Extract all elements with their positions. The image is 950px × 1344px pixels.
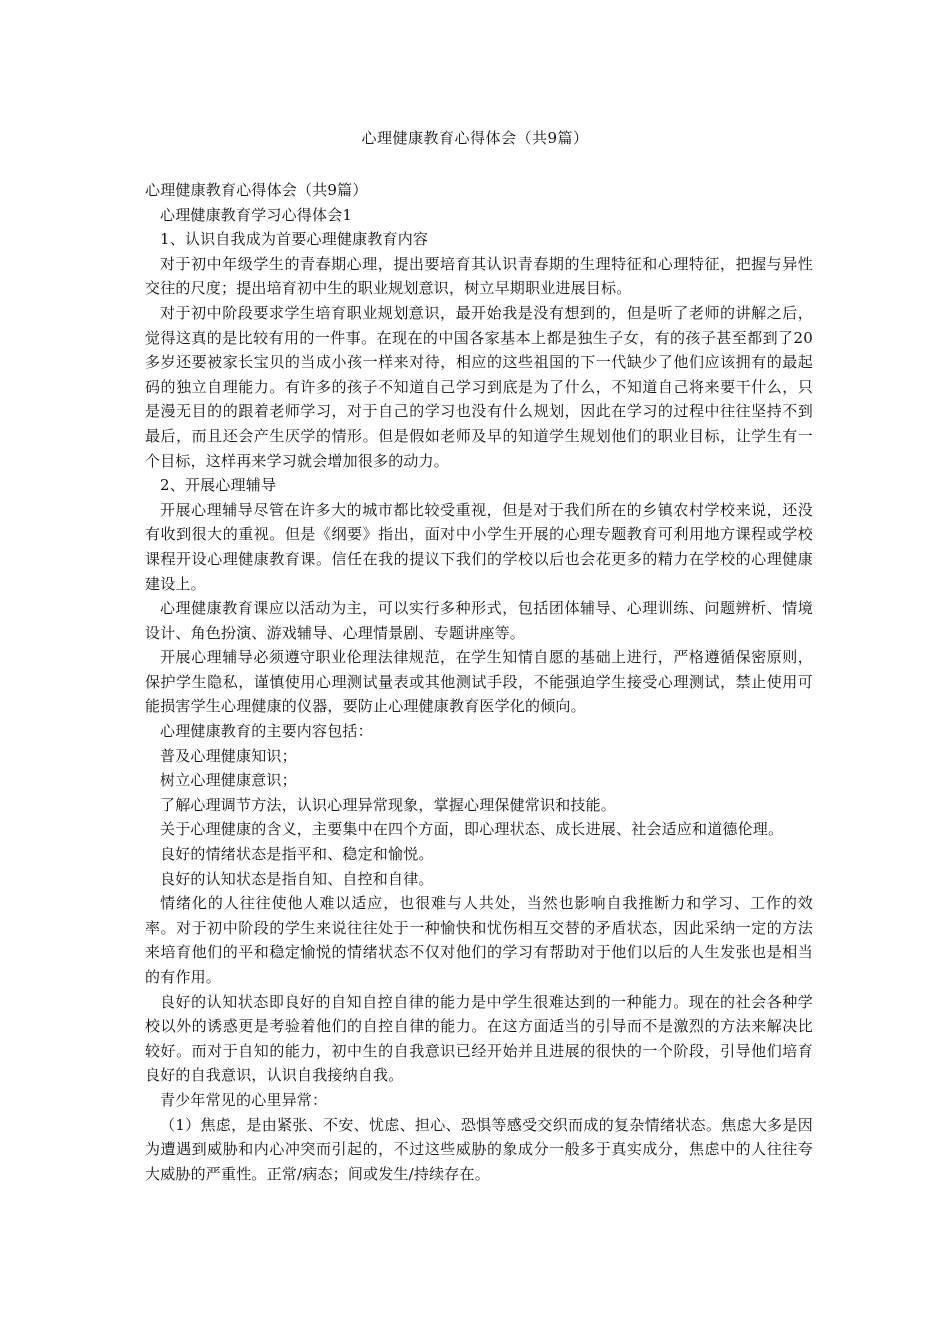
paragraph: 对于初中年级学生的青春期心理，提出要培育其认识青春期的生理特征和心理特征，把握与异性交往的尺度；提出培育初中生的职业规划意识，树立早期职业进展目标。	[145, 254, 813, 298]
list-item: 普及心理健康知识；	[160, 746, 297, 765]
paragraph: 良好的情绪状态是指平和、稳定和愉悦。	[160, 845, 434, 864]
paragraph: 情绪化的人往往使他人难以适应，也很难与人共处，当然也影响自我推断力和学习、工作的效率。对于初中阶段的学生来说往往处于一种愉快和忧伤相互交替的矛盾状态，因此采纳一定的方法来培育他们的平和稳定愉悦的情绪状态不仅对他们的学习有帮助对于他们以后的人生发张也是相当的有作用。	[145, 894, 813, 986]
list-item: 了解心理调节方法，认识心理异常现象，掌握心理保健常识和技能。	[160, 795, 617, 814]
section-heading: 1、认识自我成为首要心理健康教育内容	[160, 230, 429, 249]
paragraph: 关于心理健康的含义，主要集中在四个方面，即心理状态、成长进展、社会适应和道德伦理。	[160, 820, 784, 839]
paragraph: 心理健康教育学习心得体会1	[160, 205, 353, 224]
paragraph: （1）焦虑，是由紧张、不安、忧虑、担心、恐惧等感受交织而成的复杂情绪状态。焦虑大多是因为遭遇到威胁和内心冲突而引起的，不过这些威胁的象成分一般多于真实成分，焦虑中的人往往夸大威胁的严重性。正常/病态；间或发生/持续存在。	[145, 1115, 813, 1183]
paragraph: 开展心理辅导必须遵守职业伦理法律规范，在学生知情自愿的基础上进行，严格遵循保密原则，保护学生隐私，谨慎使用心理测试量表或其他测试手段，不能强迫学生接受心理测试，禁止使用可能损害学生心理健康的仪器，要防止心理健康教育医学化的倾向。	[145, 648, 813, 716]
paragraph: 心理健康教育课应以活动为主，可以实行多种形式，包括团体辅导、心理训练、问题辨析、情境设计、角色扮演、游戏辅导、心理情景剧、专题讲座等。	[145, 599, 813, 642]
page-title: 心理健康教育心得体会（共9篇）	[361, 129, 589, 147]
paragraph: 良好的认知状态即良好的自知自控自律的能力是中学生很难达到的一种能力。现在的社会各种学校以外的诱惑更是考验着他们的自控自律的能力。在这方面适当的引导而不是激烈的方法来解决比较好。而对于自知的能力，初中生的自我意识已经开始并且进展的很快的一个阶段，引导他们培育良好的自我意识，认识自我接纳自我。	[145, 992, 813, 1085]
list-item: 树立心理健康意识；	[160, 771, 297, 790]
document-body	[145, 178, 813, 1186]
paragraph: 对于初中阶段要求学生培育职业规划意识，最开始我是没有想到的，但是听了老师的讲解之后，觉得这真的是比较有用的一件事。在现在的中国各家基本上都是独生子女，有的孩子甚至都到了20多岁还要被家长宝贝的当成小孩一样来对待，相应的这些祖国的下一代缺少了他们应该拥有的最起码的独立自理能力。有许多的孩子不知道自己学习到底是为了什么，不知道自己将来要干什么，只是漫无目的的跟着老师学习，对于自己的学习也没有什么规划，因此在学习的过程中往往坚持不到最后，而且还会产生厌学的情形。但是假如老师及早的知道学生规划他们的职业目标，让学生有一个目标，这样再来学习就会增加很多的动力。	[145, 303, 813, 470]
paragraph: 心理健康教育心得体会（共9篇）	[145, 181, 368, 199]
section-heading: 2、开展心理辅导	[160, 476, 277, 495]
paragraph: 青少年常见的心里异常：	[160, 1090, 328, 1109]
paragraph: 良好的认知状态是指自知、自控和自律。	[160, 869, 434, 888]
paragraph: 开展心理辅导尽管在许多大的城市都比较受重视，但是对于我们所在的乡镇农村学校来说，还没有收到很大的重视。但是《纲要》指出，面对中小学生开展的心理专题教育可利用地方课程或学校课程开设心理健康教育课。信任在我的提议下我们的学校以后也会花更多的精力在学校的心理健康建设上。	[145, 500, 813, 593]
paragraph: 心理健康教育的主要内容包括：	[160, 722, 373, 741]
